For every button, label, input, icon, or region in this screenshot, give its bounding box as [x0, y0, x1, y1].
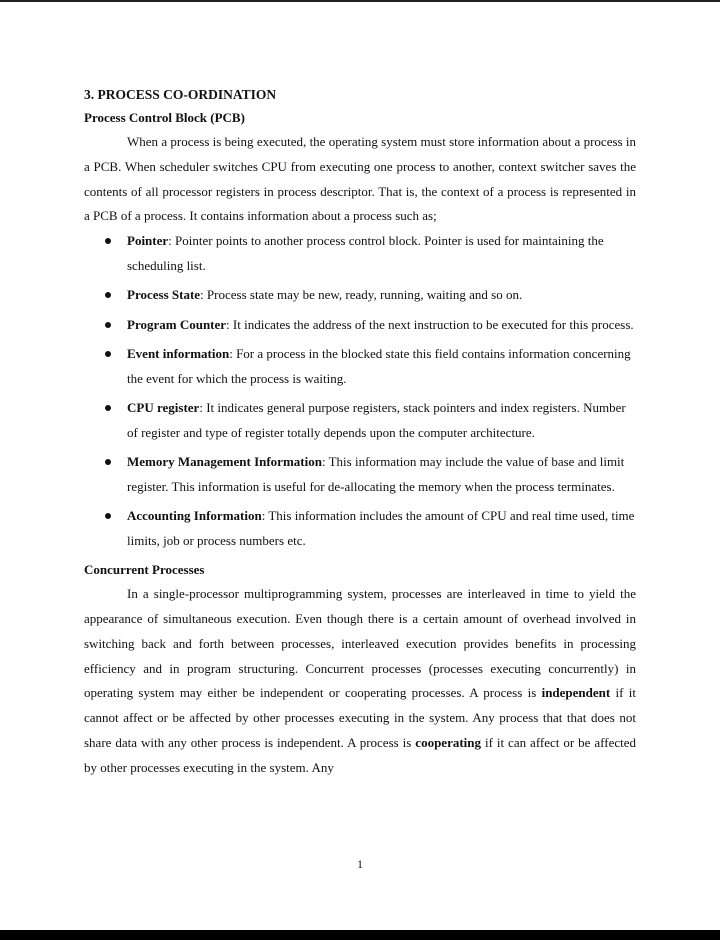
item-separator: :: [168, 233, 176, 249]
list-item: [84, 396, 636, 445]
document-page: [84, 83, 636, 781]
paragraph-text: if it can affect or be affected by other processes executing in the system. Any: [84, 734, 637, 775]
item-separator: :: [261, 508, 269, 524]
item-text: Pointer points to another process control block. Pointer is used for maintaining the scheduling list.: [127, 233, 604, 273]
term-independent: independent: [541, 685, 611, 701]
bottom-bar: [0, 930, 720, 940]
item-term: Pointer: [127, 233, 169, 249]
item-separator: :: [321, 454, 329, 470]
list-item: [84, 283, 636, 308]
item-term: Memory Management Information: [127, 454, 322, 470]
item-text: Process state may be new, ready, running, waiting and so on.: [206, 287, 523, 303]
list-item: [84, 504, 636, 553]
item-term: Event information: [127, 346, 230, 362]
concurrent-processes-paragraph: [84, 582, 636, 780]
item-separator: :: [226, 316, 233, 332]
pcb-intro-paragraph: When a process is being executed, the operating system must store information about a process in a PCB. When scheduler switches CPU from executing one process to another, context switcher saves the contents of all processor registers in process descriptor. That is, the context of a process is represented in a PCB of a process. It contains information about a process such as;: [84, 134, 636, 224]
page-number: 1: [357, 857, 363, 871]
section-heading: 3. PROCESS CO-ORDINATION: [84, 87, 277, 102]
item-term: Program Counter: [127, 316, 227, 332]
item-separator: :: [200, 287, 207, 303]
item-text: This information may include the value of base and limit register. This information is useful for de-allocating the memory when the process terminates.: [127, 454, 625, 494]
item-term: Accounting Information: [127, 508, 262, 524]
item-separator: :: [229, 346, 237, 362]
item-text: This information includes the amount of CPU and real time used, time limits, job or process numbers etc.: [127, 508, 635, 548]
pcb-fields-list: [84, 229, 636, 553]
item-text: It indicates the address of the next instruction to be executed for this process.: [232, 316, 634, 332]
pcb-heading: Process Control Block (PCB): [84, 110, 245, 125]
term-cooperating: cooperating: [415, 734, 482, 750]
paragraph-text: In a single-processor multiprogramming system, processes are interleaved in time to yield the appearance of simultaneous execution. Even though there is a certain amount of overhead involved in switching back and forth between processes, interleaved execution provides benefits in processing efficiency and in program structuring. Concurrent processes (processes executing concurrently) in operating system may either be independent or cooperating processes. A process is: [84, 586, 636, 701]
list-item: [84, 342, 636, 391]
paragraph-text: if it cannot affect or be affected by other processes executing in the system. Any process that that does not share data with any other process is independent. A process is: [84, 685, 637, 750]
item-text: For a process in the blocked state this field contains information concerning the event for which the process is waiting.: [127, 346, 631, 386]
list-item: [84, 450, 636, 499]
item-text: It indicates general purpose registers, stack pointers and index registers. Number of register and type of register totally depends upon the computer architecture.: [127, 400, 626, 440]
top-rule: [0, 0, 720, 2]
list-item: [84, 313, 636, 338]
list-item: [84, 229, 636, 278]
item-term: Process State: [127, 287, 201, 303]
item-term: CPU register: [127, 400, 200, 416]
item-separator: :: [199, 400, 207, 416]
concurrent-processes-heading: Concurrent Processes: [84, 562, 205, 578]
